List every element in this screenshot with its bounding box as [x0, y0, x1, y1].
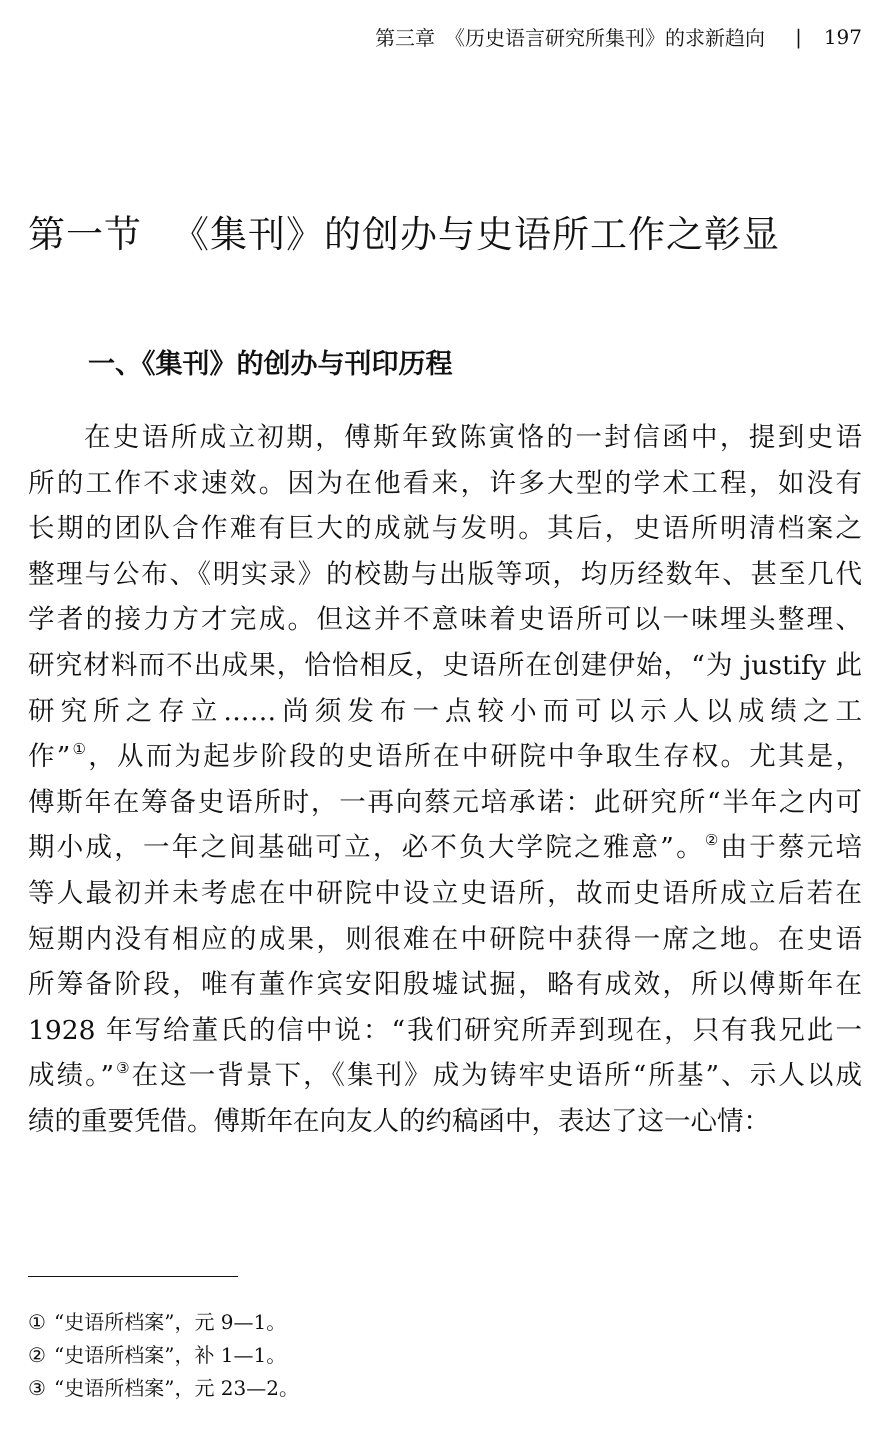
- text-segment: ，从而为起步阶段的史语所在中研院中争取生存权。尤其是，: [88, 741, 862, 773]
- text-line: 绩的重要凭借。傅斯年在向友人的约稿函中，表达了这一心情：: [28, 1105, 770, 1137]
- footnote-text: “史语所档案”，元 23—2。: [54, 1376, 299, 1400]
- footnote-divider: [28, 1276, 238, 1277]
- footnote-item: [28, 1339, 299, 1372]
- text-line: 1928 年写给董氏的信中说：“我们研究所弄到现在，只有我兄此一: [28, 1014, 862, 1046]
- text-line: 在史语所成立初期，傅斯年致陈寅恪的一封信函中，提到史语: [84, 422, 862, 453]
- section-number: 第一节: [28, 213, 142, 256]
- text-line: 傅斯年在筹备史语所时，一再向蔡元培承诺：此研究所“半年之内可: [28, 786, 862, 818]
- text-segment: 在这一背景下，《集刊》成为铸牢史语所“所基”、示人以成: [131, 1060, 862, 1092]
- text-segment: 成绩。”: [28, 1060, 115, 1092]
- section-title-text: 《集刊》的创办与史语所工作之彰显: [172, 213, 780, 256]
- text-segment: 作”: [28, 741, 71, 773]
- text-line: 整理与公布、《明实录》的校勘与出版等项，均历经数年、甚至几代: [28, 558, 862, 590]
- footnotes: [28, 1306, 299, 1405]
- subsection-title: 一、《集刊》的创办与刊印历程: [88, 349, 453, 380]
- text-segment: 由于蔡元培: [720, 832, 862, 864]
- text-line: 长期的团队合作难有巨大的成就与发明。其后，史语所明清档案之: [28, 513, 862, 545]
- footnote-ref-2[interactable]: ②: [704, 831, 721, 850]
- page-number: 197: [823, 24, 862, 49]
- text-line: 短期内没有相应的成果，则很难在中研院中获得一席之地。在史语: [28, 923, 862, 955]
- section-title: [28, 204, 780, 258]
- header-separator: |: [795, 24, 802, 49]
- footnote-item: [28, 1372, 299, 1405]
- footnote-mark: ①: [28, 1310, 46, 1334]
- chapter-title: 第三章 《历史语言研究所集刊》的求新趋向: [375, 26, 766, 50]
- footnote-ref-1[interactable]: ①: [70, 740, 89, 759]
- text-segment: 期小成，一年之间基础可立，必不负大学院之雅意”。: [28, 832, 705, 864]
- text-line: [28, 1053, 862, 1099]
- text-line: 所的工作不求速效。因为在他看来，许多大型的学术工程，如没有: [28, 467, 862, 499]
- footnote-item: [28, 1306, 299, 1339]
- footnote-ref-3[interactable]: ③: [114, 1059, 132, 1078]
- footnote-mark: ③: [28, 1376, 46, 1400]
- footnote-text: “史语所档案”，补 1—1。: [54, 1343, 287, 1367]
- body-paragraph: [28, 415, 862, 1145]
- text-line: 所筹备阶段，唯有董作宾安阳殷墟试掘，略有成效，所以傅斯年在: [28, 969, 862, 1001]
- text-line: 研究材料而不出成果，恰恰相反，史语所在创建伊始，“为 justify 此: [28, 649, 862, 681]
- running-header: [375, 22, 862, 51]
- footnote-mark: ②: [28, 1343, 46, 1367]
- text-line: 研究所之存立……尚须发布一点较小而可以示人以成绩之工: [28, 695, 862, 727]
- footnote-text: “史语所档案”，元 9—1。: [54, 1310, 287, 1334]
- text-line: 等人最初并未考虑在中研院中设立史语所，故而史语所成立后若在: [28, 877, 862, 909]
- text-line: [28, 734, 862, 780]
- text-line: 学者的接力方才完成。但这并不意味着史语所可以一味埋头整理、: [28, 604, 862, 636]
- text-line: [28, 825, 862, 871]
